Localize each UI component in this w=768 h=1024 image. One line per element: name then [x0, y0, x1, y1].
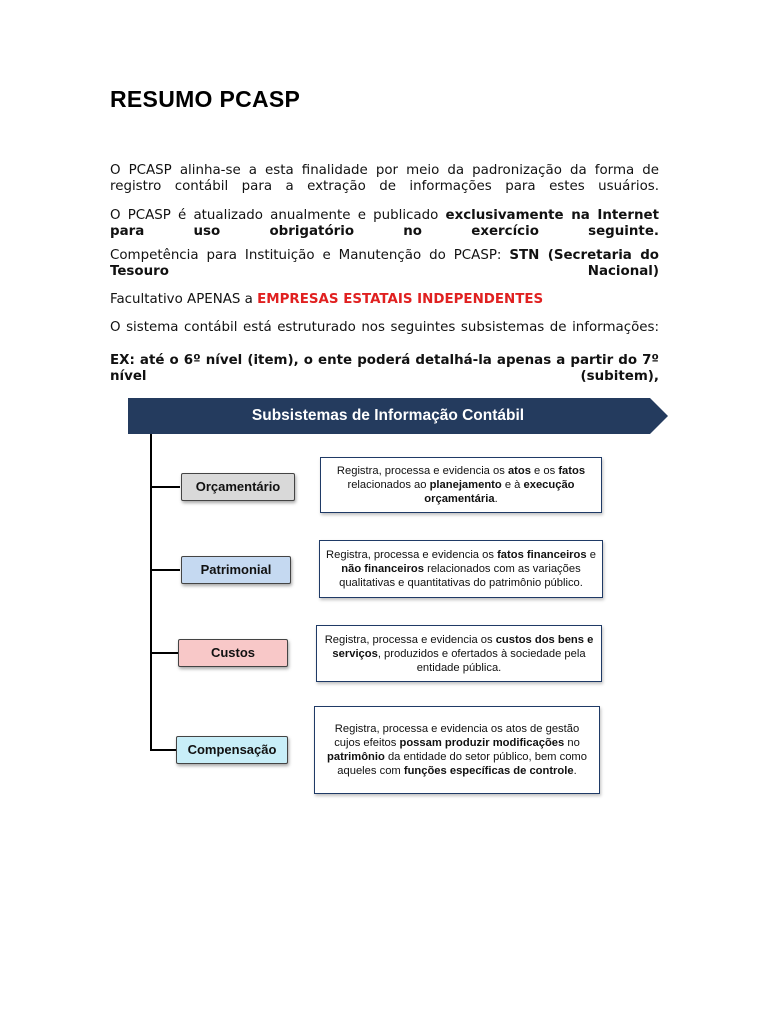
desc-fragment: .	[494, 493, 498, 505]
paragraph-facultativo-red: EMPRESAS ESTATAIS INDEPENDENTES	[257, 292, 544, 307]
paragraph-facultativo-text: Facultativo APENAS a	[110, 292, 258, 307]
paragraph-competencia-text: Competência para Instituição e Manutenção do PCASP:	[110, 248, 510, 263]
label-compensacao: Compensação	[176, 736, 288, 764]
desc-fragment: .	[573, 765, 577, 777]
label-orcamentario: Orçamentário	[181, 473, 295, 501]
label-patrimonial: Patrimonial	[181, 556, 291, 584]
diagram-branch-line	[150, 486, 180, 488]
desc-bold-fragment: planejamento	[429, 479, 502, 491]
paragraph-finalidade: O PCASP alinha-se a esta finalidade por meio da padronização da forma de registro contábil para a extração de informações para estes usuários.	[110, 163, 659, 194]
paragraph-sistema: O sistema contábil está estruturado nos seguintes subsistemas de informações:	[110, 320, 659, 335]
desc-fragment: Registra, processa e evidencia os atos de gestão cujos efeitos	[334, 723, 580, 749]
desc-text	[326, 548, 596, 590]
diagram-banner-title: Subsistemas de Informação Contábil	[251, 407, 525, 424]
paragraph-atualizacao-bold: exclusivamente na Internet para uso obrigatório no exercício seguinte.	[110, 208, 659, 239]
desc-bold-fragment: fatos	[558, 465, 586, 477]
desc-fragment: no	[564, 737, 580, 749]
paragraph-competencia-bold: STN (Secretaria do Tesouro Nacional)	[110, 248, 659, 279]
desc-text	[327, 464, 595, 506]
desc-text	[321, 722, 593, 778]
page-title: RESUMO PCASP	[110, 86, 301, 112]
desc-bold-fragment: execução orçamentária	[424, 479, 575, 505]
desc-bold-fragment: fatos financeiros	[497, 549, 587, 561]
desc-bold-fragment: atos	[507, 465, 531, 477]
desc-bold-fragment: patrimônio	[327, 751, 385, 763]
desc-compensacao	[314, 706, 600, 794]
diagram-trunk-line	[150, 434, 152, 750]
desc-bold-fragment: possam produzir modificações	[399, 737, 565, 749]
desc-custos	[316, 625, 602, 682]
paragraph-atualizacao-text: O PCASP é atualizado anualmente e publicado	[110, 208, 446, 223]
diagram-branch-line	[150, 652, 178, 654]
desc-orcamentario	[320, 457, 602, 513]
desc-fragment: e à	[501, 479, 524, 491]
desc-fragment: Registra, processa e evidencia os	[326, 549, 498, 561]
desc-fragment: e os	[530, 465, 559, 477]
desc-fragment: e	[586, 549, 596, 561]
desc-fragment: Registra, processa e evidencia os	[324, 633, 496, 646]
diagram-branch-line	[150, 749, 176, 751]
desc-fragment: relacionados ao	[347, 479, 430, 491]
diagram-branch-line	[150, 569, 180, 571]
desc-bold-fragment: custos dos bens e serviços	[332, 633, 594, 660]
desc-bold-fragment: não financeiros	[341, 563, 424, 575]
desc-fragment: , produzidos e ofertados à sociedade pela entidade pública.	[377, 647, 586, 674]
desc-text	[323, 633, 595, 675]
paragraph-exemplo-bold: EX: até o 6º nível (item), o ente poderá detalhá-la apenas a partir do 7º nível (subitem),	[110, 353, 659, 384]
desc-fragment: Registra, processa e evidencia os	[336, 465, 508, 477]
desc-patrimonial	[319, 540, 603, 598]
label-custos: Custos	[178, 639, 288, 667]
desc-bold-fragment: funções específicas de controle	[403, 765, 574, 777]
desc-fragment: relacionados com as variações qualitativas e quantitativas do patrimônio público.	[339, 563, 583, 589]
desc-fragment: da entidade do setor público, bem como aqueles com	[337, 751, 587, 777]
